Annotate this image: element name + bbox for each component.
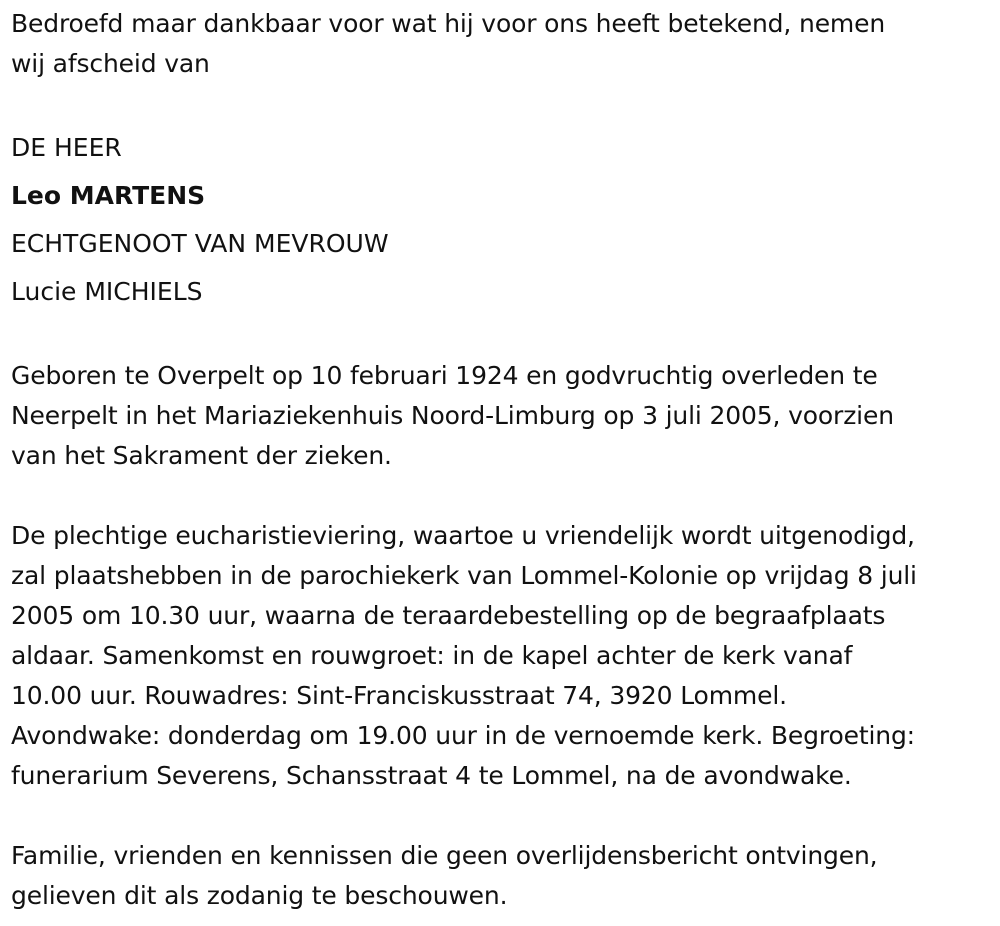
ceremony-line: 2005 om 10.30 uur, waarna de teraardebestelling op de begraafplaats — [11, 601, 886, 630]
ceremony-line: Avondwake: donderdag om 19.00 uur in de vernoemde kerk. Begroeting: — [11, 721, 915, 750]
closing-line: Familie, vrienden en kennissen die geen overlijdensbericht ontvingen, — [11, 841, 878, 870]
deceased-name: Leo MARTENS — [11, 181, 206, 210]
ceremony-line: De plechtige eucharistieviering, waartoe u vriendelijk wordt uitgenodigd, — [11, 521, 915, 550]
closing-paragraph — [11, 836, 991, 916]
birth-death-line: Neerpelt in het Mariaziekenhuis Noord-Limburg op 3 juli 2005, voorzien — [11, 401, 894, 430]
ceremony-line: funerarium Severens, Schansstraat 4 te Lommel, na de avondwake. — [11, 761, 852, 790]
intro-paragraph — [11, 4, 991, 84]
birth-death-paragraph — [11, 356, 991, 476]
ceremony-paragraph — [11, 516, 991, 796]
intro-line: Bedroefd maar dankbaar voor wat hij voor ons heeft betekend, nemen — [11, 9, 886, 38]
birth-death-line: Geboren te Overpelt op 10 februari 1924 en godvruchtig overleden te — [11, 361, 878, 390]
ceremony-line: 10.00 uur. Rouwadres: Sint-Franciskusstraat 74, 3920 Lommel. — [11, 681, 787, 710]
obituary-notice — [11, 4, 991, 916]
closing-line: gelieven dit als zodanig te beschouwen. — [11, 881, 508, 910]
relation-label: ECHTGENOOT VAN MEVROUW — [11, 229, 389, 258]
intro-line: wij afscheid van — [11, 49, 210, 78]
spouse-name: Lucie MICHIELS — [11, 277, 203, 306]
birth-death-line: van het Sakrament der zieken. — [11, 441, 392, 470]
ceremony-line: aldaar. Samenkomst en rouwgroet: in de kapel achter de kerk vanaf — [11, 641, 853, 670]
ceremony-line: zal plaatshebben in de parochiekerk van Lommel-Kolonie op vrijdag 8 juli — [11, 561, 917, 590]
deceased-name-block — [11, 124, 991, 316]
honorific-title: DE HEER — [11, 133, 122, 162]
